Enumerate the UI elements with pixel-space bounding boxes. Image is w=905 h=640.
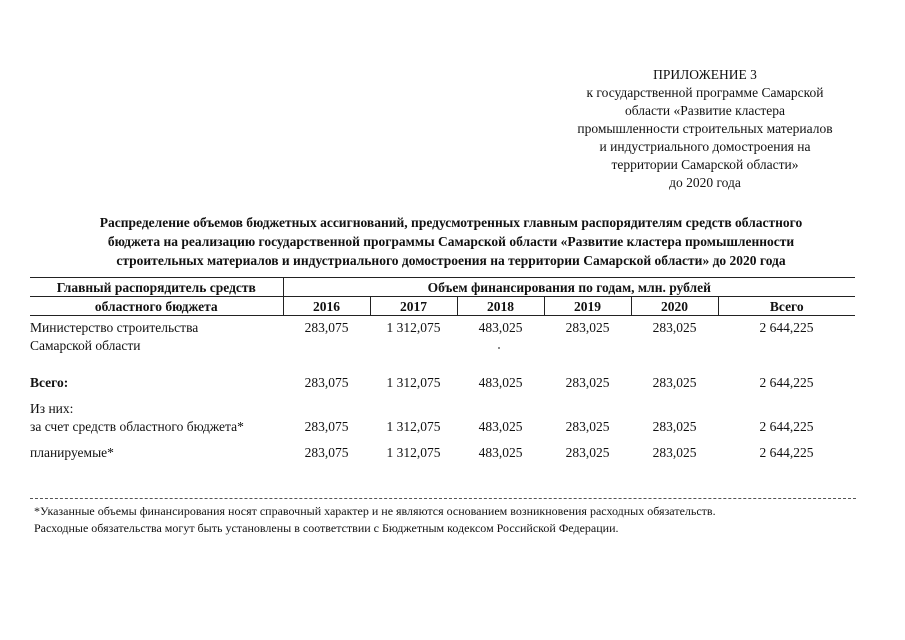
value-2017: 1 312,075 <box>386 320 441 335</box>
value-2017: 1 312,075 <box>386 419 441 434</box>
value-2016: 283,075 <box>304 375 349 390</box>
footnote-line: Расходные обязательства могут быть установлены в соответствии с Бюджетным кодексом Российской Федерации. <box>34 521 619 535</box>
value-2020: 283,025 <box>652 375 697 390</box>
value-total: 2 644,225 <box>759 445 814 460</box>
row-name: за счет средств областного бюджета* <box>30 419 244 434</box>
value-2017: 1 312,075 <box>386 375 441 390</box>
document-title <box>20 213 882 270</box>
header-year-2017: 2017 <box>370 297 457 316</box>
title-line: Распределение объемов бюджетных ассигнований, предусмотренных главным распорядителям средств областного <box>99 215 803 230</box>
header-year-2016: 2016 <box>283 297 370 316</box>
value-2020: 283,025 <box>652 419 697 434</box>
appendix-line: территории Самарской области» <box>611 157 799 172</box>
appendix-line: до 2020 года <box>669 175 741 190</box>
value-total: 2 644,225 <box>759 320 814 335</box>
footnote-line: *Указанные объемы финансирования носят справочный характер и не являются основанием возникновения расходных обязательств. <box>34 504 716 518</box>
value-total: 2 644,225 <box>759 419 814 434</box>
scan-speck <box>498 347 500 349</box>
value-2019: 283,025 <box>565 375 610 390</box>
header-year-2020: 2020 <box>631 297 718 316</box>
value-2018: 483,025 <box>478 445 523 460</box>
header-distributor-line2: областного бюджета <box>30 297 283 316</box>
header-year-2018: 2018 <box>457 297 544 316</box>
appendix-heading: ПРИЛОЖЕНИЕ 3 <box>653 67 757 82</box>
row-name: планируемые* <box>30 445 114 460</box>
value-2018: 483,025 <box>478 375 523 390</box>
budget-table <box>30 277 855 462</box>
row-name: Из них: <box>30 401 74 416</box>
row-name <box>30 316 283 356</box>
appendix-line: к государственной программе Самарской <box>586 85 824 100</box>
value-2019: 283,025 <box>565 419 610 434</box>
value-2020: 283,025 <box>652 320 697 335</box>
appendix-line: области «Развитие кластера <box>624 103 786 118</box>
title-line: строительных материалов и индустриального домостроения на территории Самарской области» до 2020 года <box>116 253 786 268</box>
row-name-line2: Самарской области <box>30 338 141 353</box>
table-row <box>30 355 855 392</box>
appendix-block <box>540 66 870 192</box>
value-2016: 283,075 <box>304 445 349 460</box>
value-2019: 283,025 <box>565 320 610 335</box>
value-2018: 483,025 <box>478 419 523 434</box>
header-total: Всего <box>718 297 855 316</box>
header-distributor-line1: Главный распорядитель средств <box>30 278 283 297</box>
table-row <box>30 392 855 418</box>
footnote-divider <box>30 498 856 499</box>
row-name-line1: Министерство строительства <box>30 320 199 335</box>
table-row <box>30 436 855 462</box>
value-2017: 1 312,075 <box>386 445 441 460</box>
footnote <box>34 503 864 537</box>
title-line: бюджета на реализацию государственной программы Самарской области «Развитие кластера промышленности <box>107 234 795 249</box>
value-2018: 483,025 <box>478 320 523 335</box>
header-funding-group: Объем финансирования по годам, млн. рублей <box>283 278 855 297</box>
appendix-line: промышленности строительных материалов <box>577 121 833 136</box>
value-2016: 283,075 <box>304 419 349 434</box>
value-total: 2 644,225 <box>759 375 814 390</box>
row-name: Всего: <box>30 375 69 390</box>
appendix-line: и индустриального домостроения на <box>599 139 811 154</box>
table-row <box>30 316 855 356</box>
value-2020: 283,025 <box>652 445 697 460</box>
value-2016: 283,075 <box>304 320 349 335</box>
table-row <box>30 418 855 436</box>
header-year-2019: 2019 <box>544 297 631 316</box>
value-2019: 283,025 <box>565 445 610 460</box>
